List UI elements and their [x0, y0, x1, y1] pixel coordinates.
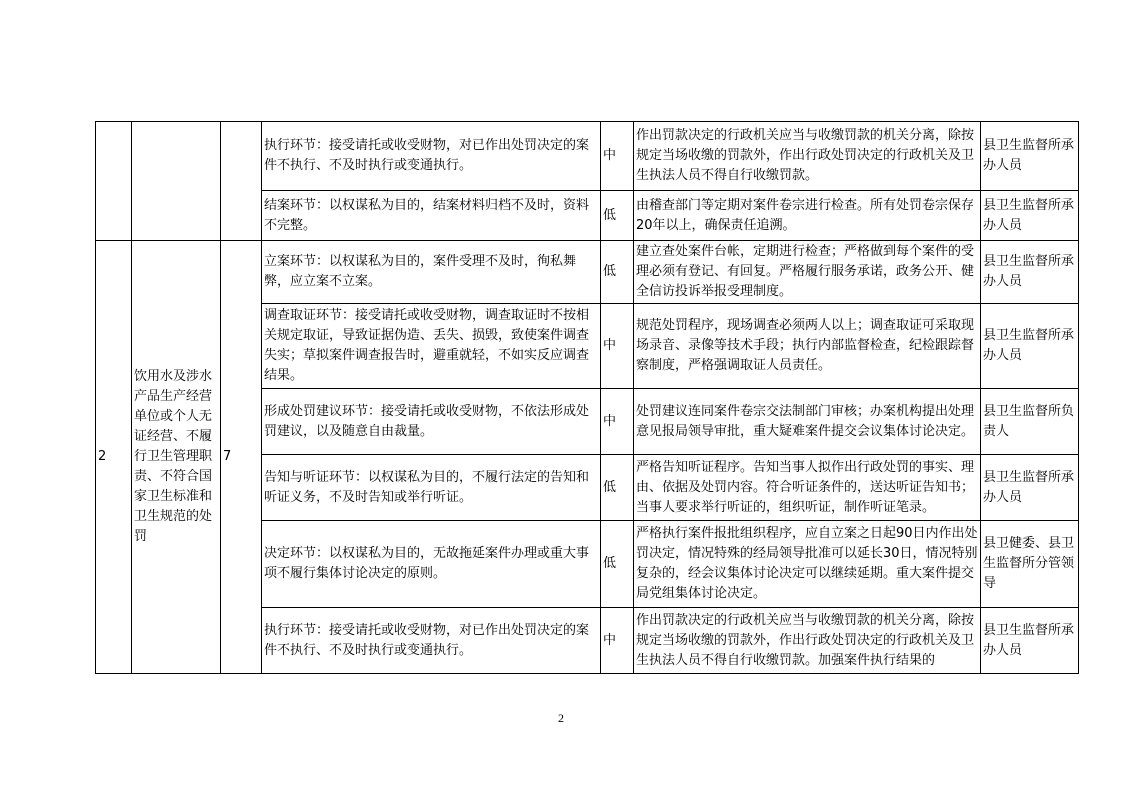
item-number-cell	[96, 122, 132, 241]
control-measure-cell: 处罚建议连同案件卷宗交法制部门审核；办案机构提出处理意见报局领导审批，重大疑难案件提交会议集体讨论决定。	[634, 389, 981, 455]
responsible-person-cell: 县卫生监督所承办人员	[981, 455, 1079, 521]
risk-table	[95, 121, 1079, 674]
risk-level-cell: 中	[601, 304, 634, 389]
risk-level-cell: 低	[601, 241, 634, 304]
risk-level-cell: 低	[601, 191, 634, 241]
responsible-person-cell: 县卫生监督所承办人员	[981, 608, 1079, 674]
risk-point-cell: 执行环节：接受请托或收受财物，对已作出处罚决定的案件不执行、不及时执行或变通执行。	[262, 608, 601, 674]
item-name-cell: 饮用水及涉水产品生产经营单位或个人无证经营、不履行卫生管理职责、不符合国家卫生标准和卫生规范的处罚	[132, 241, 221, 674]
item-number-cell: 2	[96, 241, 132, 674]
control-measure-cell: 严格执行案件报批组织程序，应自立案之日起90日内作出处罚决定，情况特殊的经局领导批准可以延长30日，情况特别复杂的，经会议集体讨论决定可以继续延期。重大案件提交局党组集体讨论决定。	[634, 521, 981, 608]
risk-point-cell: 立案环节：以权谋私为目的，案件受理不及时，徇私舞弊，应立案不立案。	[262, 241, 601, 304]
page-number: 2	[558, 711, 564, 725]
control-measure-cell: 建立查处案件台帐，定期进行检查；严格做到每个案件的受理必须有登记、有回复。严格履行服务承诺，政务公开、健全信访投诉举报受理制度。	[634, 241, 981, 304]
control-measure-cell: 由稽查部门等定期对案件卷宗进行检查。所有处罚卷宗保存20年以上，确保责任追溯。	[634, 191, 981, 241]
risk-point-cell: 执行环节：接受请托或收受财物，对已作出处罚决定的案件不执行、不及时执行或变通执行。	[262, 122, 601, 191]
risk-point-cell: 决定环节：以权谋私为目的，无故拖延案件办理或重大事项不履行集体讨论决定的原则。	[262, 521, 601, 608]
item-name-cell	[132, 122, 221, 241]
item-count-cell	[221, 122, 262, 241]
item-count-cell: 7	[221, 241, 262, 674]
control-measure-cell: 规范处罚程序，现场调查必须两人以上；调查取证可采取现场录音、录像等技术手段；执行内部监督检查，纪检跟踪督察制度，严格强调取证人员责任。	[634, 304, 981, 389]
control-measure-cell: 作出罚款决定的行政机关应当与收缴罚款的机关分离，除按规定当场收缴的罚款外，作出行政处罚决定的行政机关及卫生执法人员不得自行收缴罚款。加强案件执行结果的	[634, 608, 981, 674]
responsible-person-cell: 县卫健委、县卫生监督所分管领导	[981, 521, 1079, 608]
responsible-person-cell: 县卫生监督所承办人员	[981, 304, 1079, 389]
control-measure-cell: 严格告知听证程序。告知当事人拟作出行政处罚的事实、理由、依据及处罚内容。符合听证条件的，送达听证告知书；当事人要求举行听证的，组织听证，制作听证笔录。	[634, 455, 981, 521]
risk-level-cell: 低	[601, 521, 634, 608]
responsible-person-cell: 县卫生监督所承办人员	[981, 122, 1079, 191]
risk-level-cell: 中	[601, 122, 634, 191]
responsible-person-cell: 县卫生监督所承办人员	[981, 241, 1079, 304]
risk-level-cell: 中	[601, 608, 634, 674]
risk-point-cell: 告知与听证环节：以权谋私为目的，不履行法定的告知和听证义务，不及时告知或举行听证。	[262, 455, 601, 521]
risk-point-cell: 调查取证环节：接受请托或收受财物，调查取证时不按相关规定取证，导致证据伪造、丢失、损毁，致使案件调查失实；草拟案件调查报告时，避重就轻，不如实反应调查结果。	[262, 304, 601, 389]
risk-level-cell: 中	[601, 389, 634, 455]
table-row	[96, 241, 1079, 304]
control-measure-cell: 作出罚款决定的行政机关应当与收缴罚款的机关分离，除按规定当场收缴的罚款外，作出行政处罚决定的行政机关及卫生执法人员不得自行收缴罚款。	[634, 122, 981, 191]
risk-level-cell: 低	[601, 455, 634, 521]
responsible-person-cell: 县卫生监督所承办人员	[981, 191, 1079, 241]
responsible-person-cell: 县卫生监督所负责人	[981, 389, 1079, 455]
risk-point-cell: 结案环节：以权谋私为目的，结案材料归档不及时，资料不完整。	[262, 191, 601, 241]
risk-point-cell: 形成处罚建议环节：接受请托或收受财物，不依法形成处罚建议，以及随意自由裁量。	[262, 389, 601, 455]
table-row	[96, 122, 1079, 191]
